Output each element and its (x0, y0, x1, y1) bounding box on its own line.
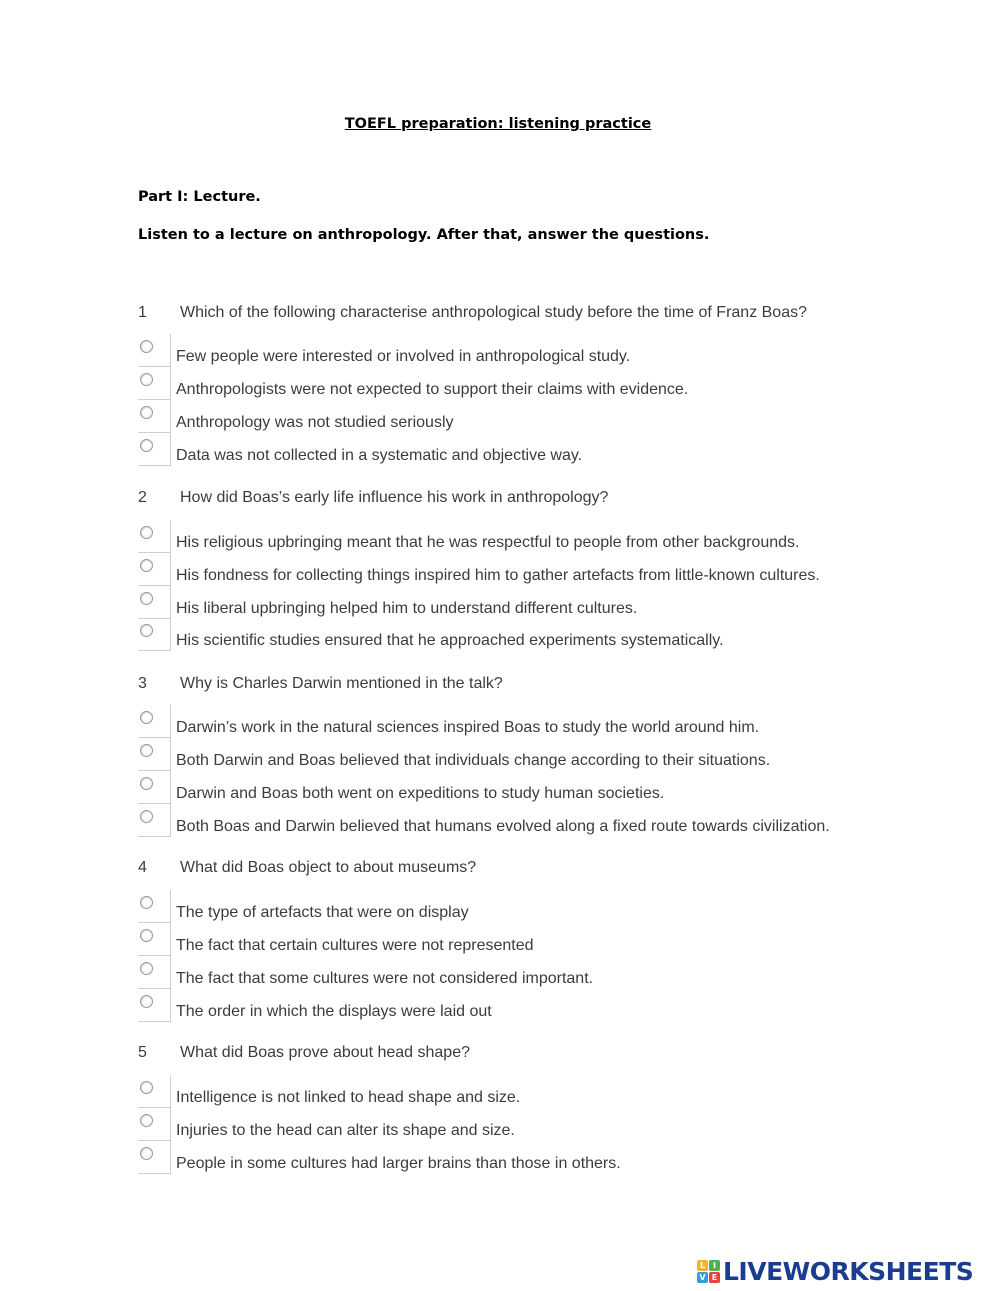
radio-button[interactable] (140, 995, 153, 1008)
radio-button[interactable] (140, 592, 153, 605)
radio-button[interactable] (140, 406, 153, 419)
answer-option[interactable] (138, 618, 898, 650)
option-label: Anthropology was not studied seriously (176, 414, 454, 431)
part-label: Part I: Lecture. (138, 189, 261, 205)
option-label: His scientific studies ensured that he approached experiments systematically. (176, 632, 724, 649)
answer-option[interactable] (138, 771, 898, 803)
logo-letter: L (697, 1260, 708, 1271)
radio-button[interactable] (140, 810, 153, 823)
question-text: What did Boas prove about head shape? (180, 1044, 470, 1061)
option-label: Darwin and Boas both went on expeditions to study human societies. (176, 785, 665, 802)
radio-button[interactable] (140, 1114, 153, 1127)
radio-button[interactable] (140, 1147, 153, 1160)
answer-option[interactable] (138, 738, 898, 770)
radio-button[interactable] (140, 559, 153, 572)
radio-button[interactable] (140, 373, 153, 386)
answer-option[interactable] (138, 553, 898, 585)
question-text: What did Boas object to about museums? (180, 859, 477, 876)
answer-option[interactable] (138, 989, 898, 1021)
option-label: His religious upbringing meant that he was respectful to people from other backgrounds. (176, 534, 800, 551)
instructions: Listen to a lecture on anthropology. After that, answer the questions. (138, 227, 710, 243)
option-label: The fact that some cultures were not considered important. (176, 970, 594, 987)
answer-option[interactable] (138, 1108, 898, 1140)
option-label: Few people were interested or involved in anthropological study. (176, 348, 631, 365)
option-label: Both Darwin and Boas believed that individuals change according to their situations. (176, 752, 771, 769)
answer-option[interactable] (138, 586, 898, 618)
answer-option[interactable] (138, 367, 898, 399)
option-label: Darwin’s work in the natural sciences inspired Boas to study the world around him. (176, 719, 760, 736)
answer-option[interactable] (138, 520, 898, 552)
logo-text: LIVEWORKSHEETS (723, 1256, 974, 1286)
page-title: TOEFL preparation: listening practice (344, 116, 652, 132)
radio-button[interactable] (140, 962, 153, 975)
option-label: The order in which the displays were laid out (176, 1003, 492, 1020)
liveworksheets-logo (697, 1256, 973, 1286)
option-label: Intelligence is not linked to head shape and size. (176, 1089, 521, 1106)
answer-option[interactable] (138, 1141, 898, 1173)
logo-blocks-icon (697, 1260, 720, 1283)
answer-option[interactable] (138, 705, 898, 737)
answer-option[interactable] (138, 400, 898, 432)
answer-option[interactable] (138, 890, 898, 922)
option-label: Injuries to the head can alter its shape and size. (176, 1122, 515, 1139)
answer-option[interactable] (138, 804, 898, 836)
question-number: 3 (138, 675, 147, 692)
answer-option[interactable] (138, 433, 898, 465)
radio-button[interactable] (140, 896, 153, 909)
radio-button[interactable] (140, 439, 153, 452)
radio-button[interactable] (140, 1081, 153, 1094)
radio-button[interactable] (140, 711, 153, 724)
option-label: His fondness for collecting things inspired him to gather artefacts from little-known cultures. (176, 567, 820, 584)
option-label: Both Boas and Darwin believed that humans evolved along a fixed route towards civilization. (176, 818, 830, 835)
radio-button[interactable] (140, 777, 153, 790)
question-number: 2 (138, 489, 147, 506)
radio-button[interactable] (140, 624, 153, 637)
answer-option[interactable] (138, 923, 898, 955)
question-number: 4 (138, 859, 147, 876)
question-number: 1 (138, 304, 147, 321)
answer-option[interactable] (138, 334, 898, 366)
option-label: Anthropologists were not expected to support their claims with evidence. (176, 381, 689, 398)
option-label: People in some cultures had larger brains than those in others. (176, 1155, 621, 1172)
question-text: How did Boas’s early life influence his work in anthropology? (180, 489, 609, 506)
answer-option[interactable] (138, 956, 898, 988)
answer-option[interactable] (138, 1075, 898, 1107)
option-label: Data was not collected in a systematic and objective way. (176, 447, 583, 464)
logo-letter: V (697, 1272, 708, 1283)
radio-button[interactable] (140, 744, 153, 757)
logo-letter: E (709, 1272, 720, 1283)
question-text: Why is Charles Darwin mentioned in the talk? (180, 675, 503, 692)
option-label: The type of artefacts that were on display (176, 904, 469, 921)
logo-letter: I (709, 1260, 720, 1271)
question-number: 5 (138, 1044, 147, 1061)
radio-button[interactable] (140, 929, 153, 942)
option-label: His liberal upbringing helped him to understand different cultures. (176, 600, 638, 617)
radio-button[interactable] (140, 340, 153, 353)
radio-button[interactable] (140, 526, 153, 539)
question-text: Which of the following characterise anthropological study before the time of Franz Boas? (180, 304, 807, 321)
option-label: The fact that certain cultures were not represented (176, 937, 534, 954)
